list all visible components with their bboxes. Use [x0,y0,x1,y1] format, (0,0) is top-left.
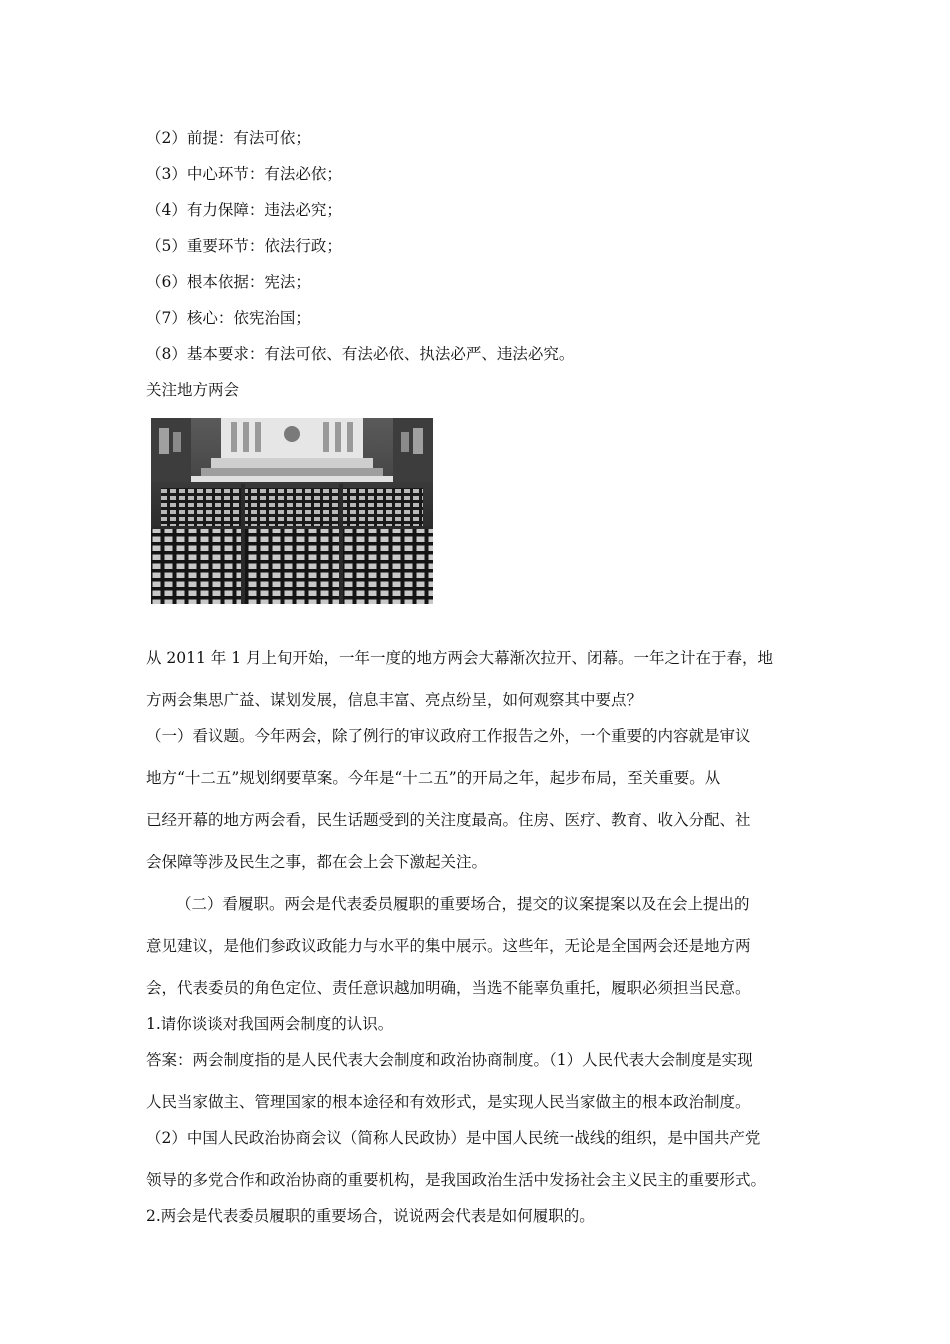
list-item-premise: （2）前提：有法可依； [146,129,311,147]
conference-hall-photo-icon [151,418,433,604]
paragraph-topics-line-1: （一）看议题。今年两会，除了例行的审议政府工作报告之外，一个重要的内容就是审议 [146,727,751,745]
answer-line-3: （2）中国人民政治协商会议（简称人民政协）是中国人民统一战线的组织，是中国共产党 [146,1129,761,1147]
question-1: 1.请你谈谈对我国两会制度的认识。 [146,1015,394,1033]
list-item-basic-requirements: （8）基本要求：有法可依、有法必依、执法必严、违法必究。 [146,345,575,363]
paragraph-topics-line-4: 会保障等涉及民生之事，都在会上会下激起关注。 [146,853,488,871]
paragraph-duties-line-2: 意见建议，是他们参政议政能力与水平的集中展示。这些年，无论是全国两会还是地方两 [146,937,751,955]
paragraph-topics-line-3: 已经开幕的地方两会看，民生话题受到的关注度最高。住房、医疗、教育、收入分配、社 [146,811,751,829]
paragraph-intro-line-2: 方两会集思广益、谋划发展，信息丰富、亮点纷呈，如何观察其中要点？ [146,691,643,709]
answer-line-2: 人民当家做主、管理国家的根本途径和有效形式，是实现人民当家做主的根本政治制度。 [146,1093,751,1111]
answer-line-4: 领导的多党合作和政治协商的重要机构，是我国政治生活中发扬社会主义民主的重要形式。 [146,1171,767,1189]
paragraph-intro-line-1: 从 2011 年 1 月上旬开始，一年一度的地方两会大幕渐次拉开、闭幕。一年之计在于春，地 [146,649,774,667]
paragraph-topics-line-2: 地方“十二五”规划纲要草案。今年是“十二五”的开局之年，起步布局，至关重要。从 [146,769,721,787]
list-item-central-link: （3）中心环节：有法必依； [146,165,342,183]
paragraph-duties-line-3: 会，代表委员的角色定位、责任意识越加明确，当选不能辜负重托，履职必须担当民意。 [146,979,751,997]
question-2: 2.两会是代表委员履职的重要场合，说说两会代表是如何履职的。 [146,1207,595,1225]
list-item-core: （7）核心：依宪治国； [146,309,311,327]
list-item-basis: （6）根本依据：宪法； [146,273,311,291]
section-title: 关注地方两会 [146,381,240,399]
list-item-guarantee: （4）有力保障：违法必究； [146,201,342,219]
answer-line-1: 答案：两会制度指的是人民代表大会制度和政治协商制度。（1）人民代表大会制度是实现 [146,1051,753,1069]
paragraph-duties-line-1: （二）看履职。两会是代表委员履职的重要场合，提交的议案提案以及在会上提出的 [176,895,750,913]
list-item-important-link: （5）重要环节：依法行政； [146,237,342,255]
